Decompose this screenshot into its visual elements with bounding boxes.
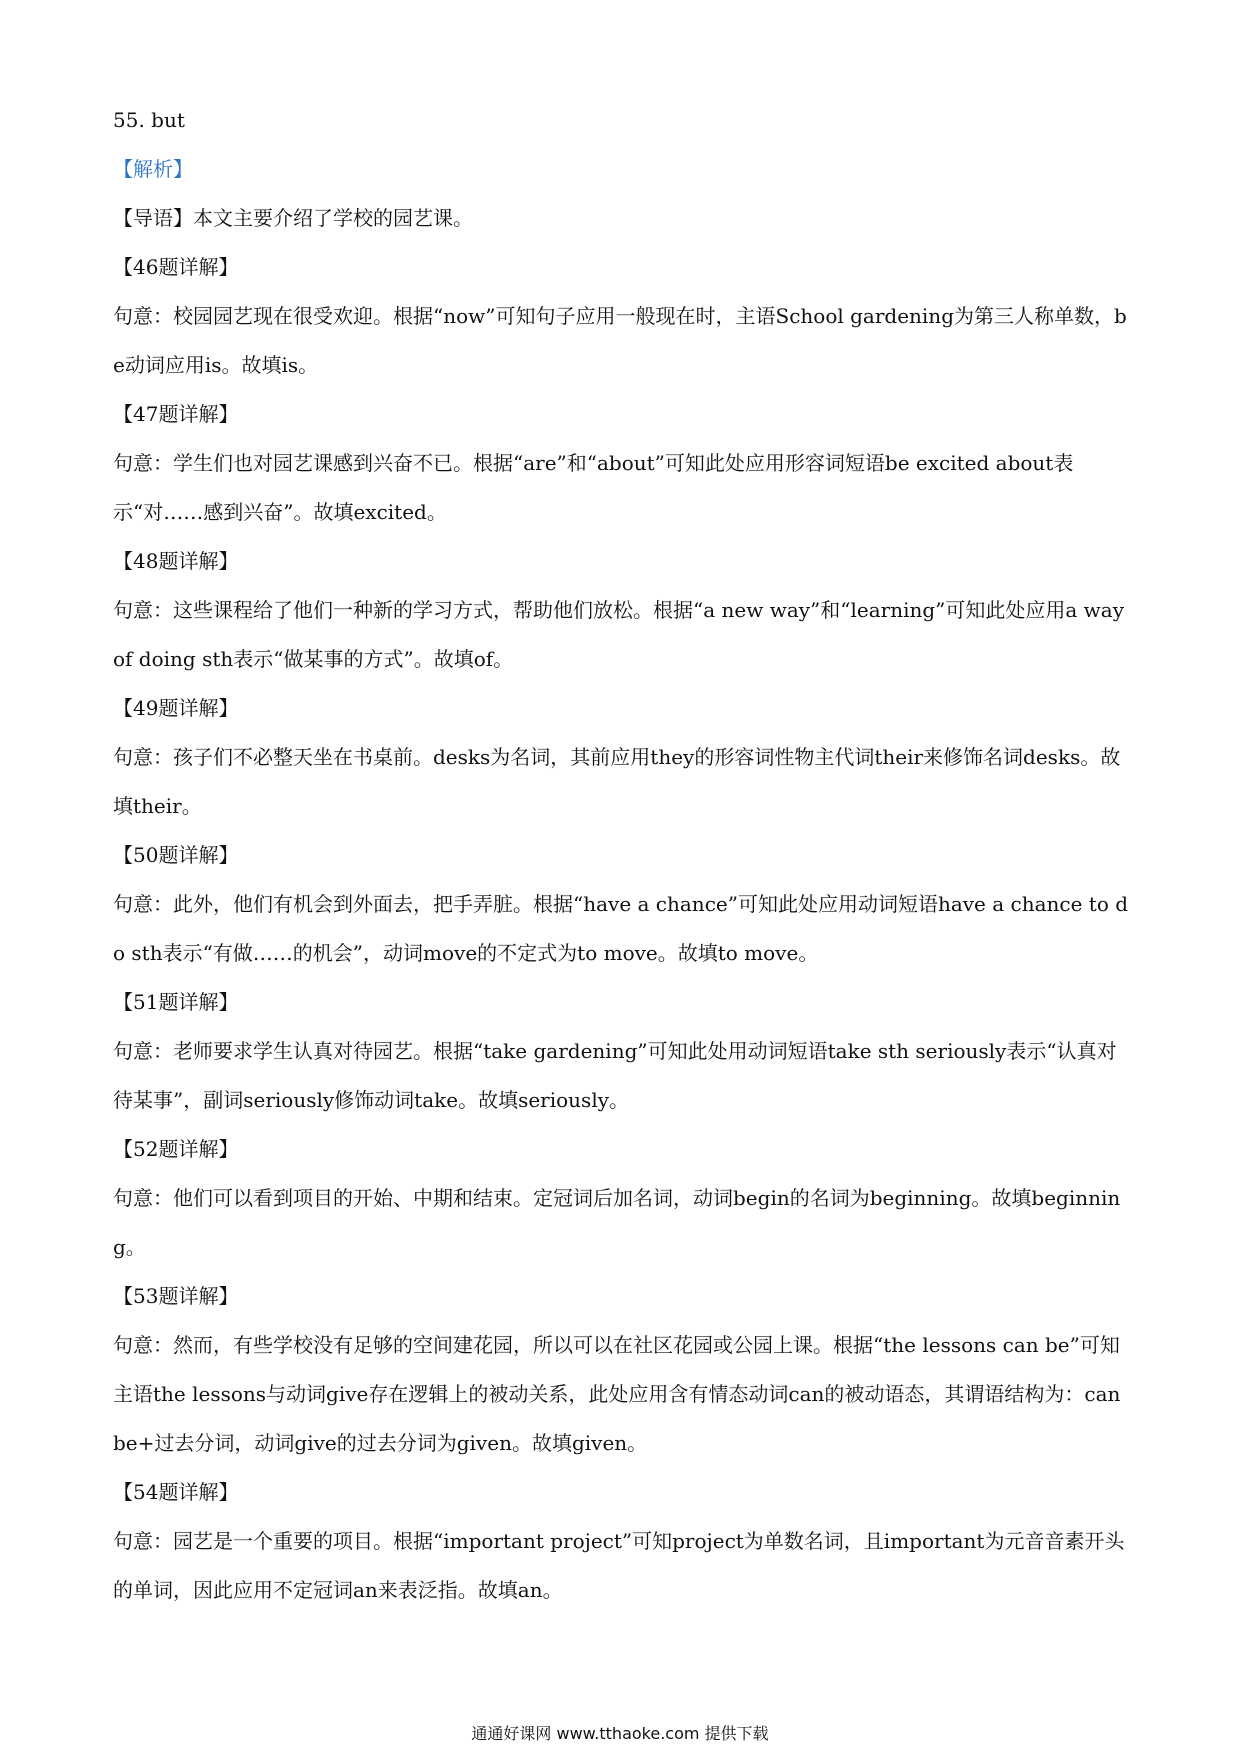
document-content — [113, 96, 1133, 1615]
intro-text: 【导语】本文主要介绍了学校的园艺课。 — [113, 206, 473, 230]
analysis-label: 【解析】 — [113, 157, 193, 181]
item-text: 句意：校园园艺现在很受欢迎。根据“now”可知句子应用一般现在时，主语School gardening为第三人称单数，be动词应用is。故填is。 — [113, 304, 1127, 377]
item-heading: 【51题详解】 — [113, 990, 239, 1014]
item-heading: 【49题详解】 — [113, 696, 239, 720]
item-heading: 【54题详解】 — [113, 1480, 239, 1504]
item-text: 句意：孩子们不必整天坐在书桌前。desks为名词，其前应用they的形容词性物主代词their来修饰名词desks。故填their。 — [113, 745, 1121, 818]
item-text: 句意：这些课程给了他们一种新的学习方式，帮助他们放松。根据“a new way”和“learning”可知此处应用a way of doing sth表示“做某事的方式”。故填of。 — [113, 598, 1125, 671]
item-text: 句意：此外，他们有机会到外面去，把手弄脏。根据“have a chance”可知此处应用动词短语have a chance to do sth表示“有做……的机会”，动词move的不定式为to move。故填to move。 — [113, 892, 1129, 965]
item-heading: 【53题详解】 — [113, 1284, 239, 1308]
item-text: 句意：老师要求学生认真对待园艺。根据“take gardening”可知此处用动词短语take sth seriously表示“认真对待某事”，副词seriously修饰动词take。故填seriously。 — [113, 1039, 1117, 1112]
item-text: 句意：他们可以看到项目的开始、中期和结束。定冠词后加名词，动词begin的名词为beginning。故填beginning。 — [113, 1186, 1121, 1259]
answer-line: 55. but — [113, 108, 185, 132]
item-heading: 【52题详解】 — [113, 1137, 239, 1161]
item-text: 句意：学生们也对园艺课感到兴奋不已。根据“are”和“about”可知此处应用形容词短语be excited about表示“对……感到兴奋”。故填excited。 — [113, 451, 1074, 524]
footer-text: 通通好课网 www.tthaoke.com 提供下载 — [471, 1724, 769, 1743]
item-heading: 【47题详解】 — [113, 402, 239, 426]
item-heading: 【46题详解】 — [113, 255, 239, 279]
item-heading: 【50题详解】 — [113, 843, 239, 867]
explanation-list — [113, 243, 1133, 1615]
item-text: 句意：园艺是一个重要的项目。根据“important project”可知project为单数名词，且important为元音音素开头的单词，因此应用不定冠词an来表泛指。故填an。 — [113, 1529, 1125, 1602]
item-heading: 【48题详解】 — [113, 549, 239, 573]
item-text: 句意：然而，有些学校没有足够的空间建花园，所以可以在社区花园或公园上课。根据“the lessons can be”可知主语the lessons与动词give存在逻辑上的被动关系，此处应用含有情态动词can的被动语态，其谓语结构为：can be+过去分词，动词give的过去分词为given。故填given。 — [113, 1333, 1121, 1455]
